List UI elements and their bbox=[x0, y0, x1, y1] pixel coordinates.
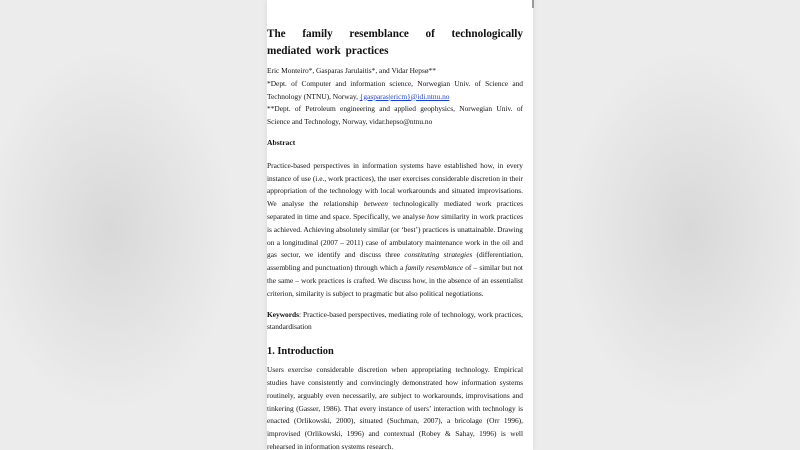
affiliation-1 bbox=[267, 78, 523, 104]
abstract-heading: Abstract bbox=[267, 137, 296, 147]
abstract-emphasis-strategies: constituting strategies bbox=[404, 250, 473, 260]
abstract-text bbox=[267, 160, 523, 301]
abstract-part-5: of – similar but not the same – work practices is crafted. We discuss how, in the absence of an essentialist criterion, similarity is subject to pragmatic but also political negotiations. bbox=[267, 263, 523, 298]
page-content bbox=[267, 0, 523, 450]
abstract-part-3: similarity in work practices is achieved. Achieving absolutely similar (or ‘best’) practices is unattainable. Drawing on a longitudinal (2007 – 2011) case of ambulatory maintenance work in the oil and gas sector, we identify and discuss three bbox=[267, 211, 523, 260]
paper-title: The family resemblance of technologically mediated work practices bbox=[267, 28, 523, 57]
keywords-label: Keywords bbox=[267, 309, 300, 319]
abstract-part-2: technologically mediated work practices separated in time and space. Specifically, we analyse bbox=[267, 199, 523, 221]
document-page bbox=[267, 0, 533, 450]
abstract-part-4: (differentiation, assembling and punctuation) through which a bbox=[267, 250, 524, 273]
abstract-emphasis-between: between bbox=[363, 199, 388, 209]
affiliation-2: **Dept. of Petroleum engineering and applied geophysics, Norwegian Univ. of Science and Technology, Norway, vidar.hepso@ntnu.no bbox=[267, 104, 523, 127]
keywords bbox=[267, 309, 523, 335]
scrollbar-thumb[interactable] bbox=[532, 0, 534, 8]
abstract-emphasis-family: family resemblance bbox=[405, 263, 464, 273]
keywords-text: : Practice-based perspectives, mediating role of technology, work practices, standardisation bbox=[267, 309, 523, 332]
introduction-heading: 1. Introduction bbox=[267, 346, 334, 358]
author-list: Eric Monteiro*, Gasparas Jarulaitis*, and Vidar Hepsø** bbox=[267, 66, 436, 75]
abstract-emphasis-how: how bbox=[426, 211, 440, 221]
affiliation-1-text: *Dept. of Computer and information science, Norwegian Univ. of Science and Technology (NTNU), Norway, bbox=[267, 78, 523, 101]
email-link[interactable]: {gasparas|ericm}@idi.ntnu.no bbox=[359, 91, 450, 101]
introduction-text: Users exercise considerable discretion when appropriating technology. Empirical studies have consistently and convincingly demonstrated how information systems routinely, arguably even necessarily, are subject to workarounds, improvisations and tinkering (Gasser, 1986). That every instance of users’ interaction with technology is enacted (Orlikowski, 2000), situated (Suchman, 2007), a bricolage (Orr 1996), improvised (Orlikowski, 1996) and contextual (Robey & Sahay, 1996) is well rehearsed in information systems research. bbox=[267, 365, 523, 450]
abstract-part-1: Practice-based perspectives in information systems have established how, in every instance of use (i.e., work practices), the user exercises considerable discretion in their appropriation of the technology with local workarounds and situated improvisations. We analyse the relationship bbox=[267, 160, 523, 209]
